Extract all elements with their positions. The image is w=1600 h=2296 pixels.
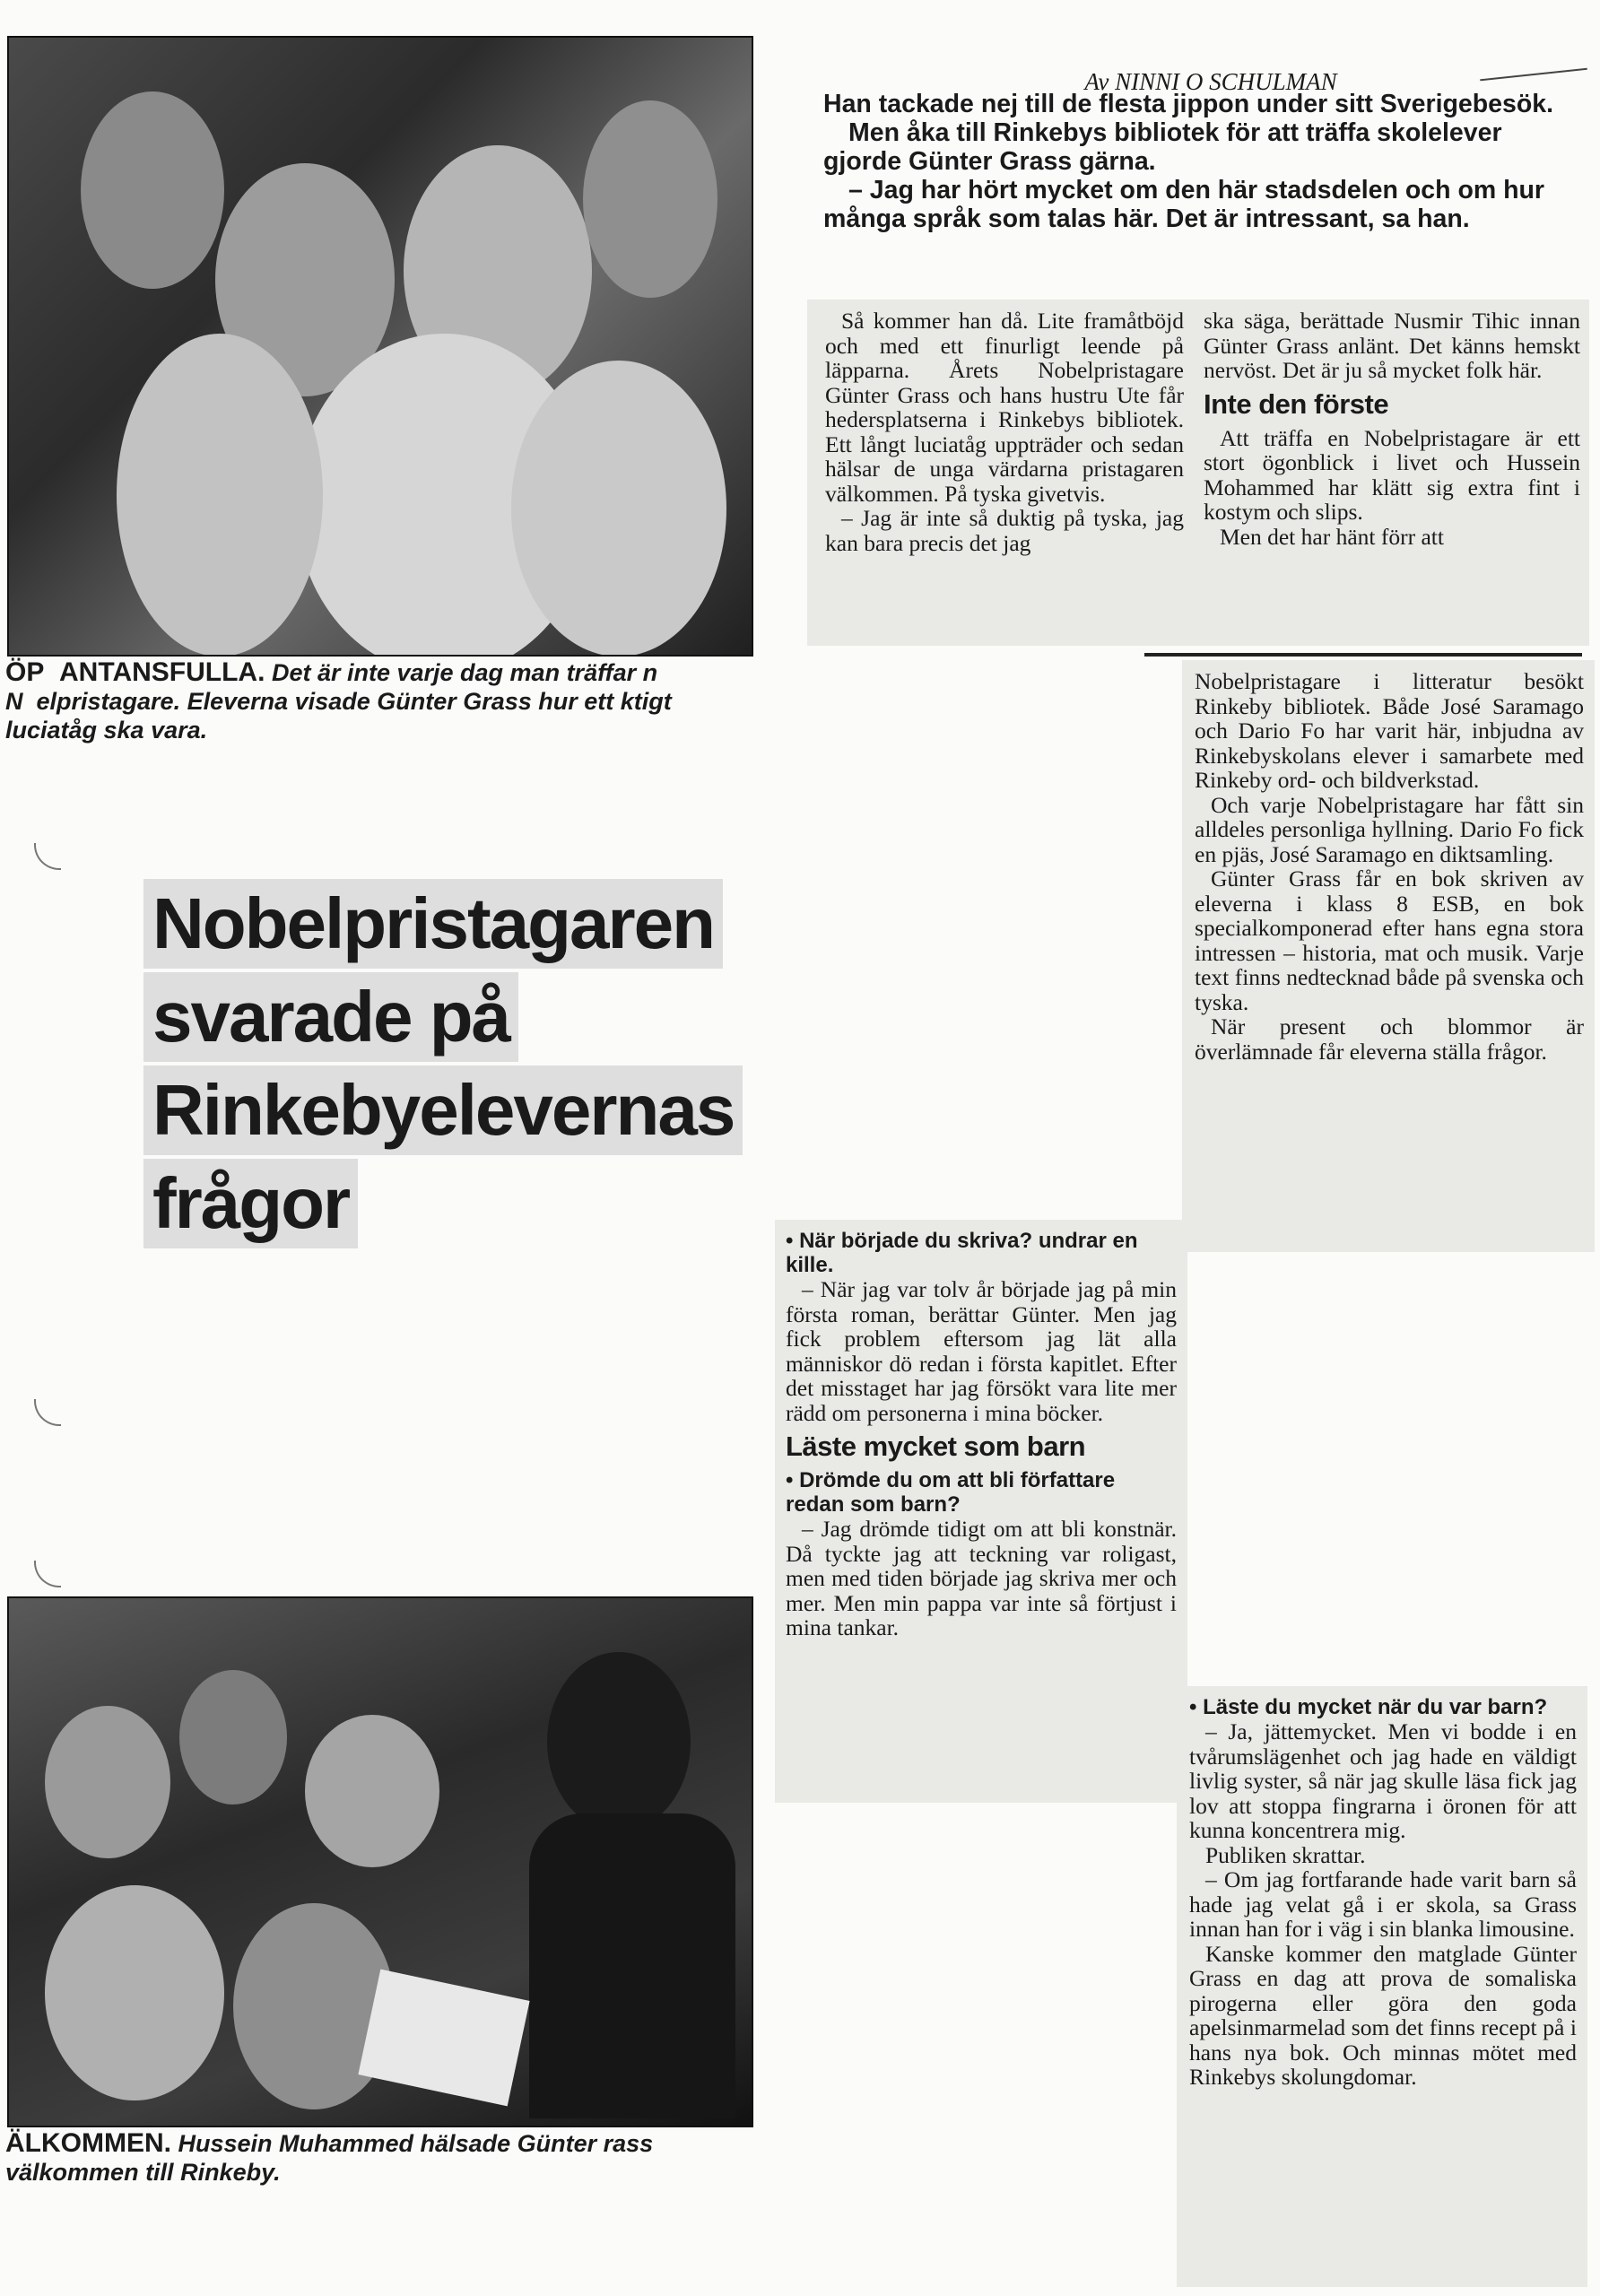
welcome-photo (7, 1596, 753, 2127)
question-when-start-writing: • När började du skriva? undrar en kille. (786, 1229, 1138, 1277)
subheading-inte-den-forste: Inte den förste (1204, 387, 1389, 420)
body-paragraph: ska säga, berättade Nusmir Tihic innan Günter Grass anlänt. Det känns hemskt nervöst. Det är ju så mycket folk här. (1204, 308, 1580, 383)
headline-line: frågor (143, 1159, 358, 1248)
body-paragraph: Och varje Nobelpristagare har fått sin alldeles personliga hyllning. Dario Fo fick en pjäs, José Saramago en diktsamling. (1195, 791, 1584, 867)
qa-column-2 (1177, 1686, 1587, 2287)
binder-hole-mark (34, 1561, 61, 1587)
qa-column-1 (775, 1220, 1187, 1803)
article-column-1 (807, 300, 1193, 646)
binder-hole-mark (34, 1399, 61, 1426)
caption-text: Hussein Muhammed hälsade Günter rass välkommen till Rinkeby. (5, 2130, 654, 2186)
body-paragraph: Günter Grass får en bok skriven av eleverna i klass 8 ESB, en bok specialkomponerad efter hans egna stora intressen – historia, mat och musik. Varje text finns nedtecknad både på svenska och tyska. (1195, 865, 1584, 1015)
byline-rule (1480, 68, 1587, 82)
intro-paragraph: Han tackade nej till de flesta jippon under sitt Sverigebesök. (823, 90, 1554, 118)
column-rule (1144, 653, 1582, 657)
headline-line: Nobelpristagaren (143, 879, 723, 969)
welcome-photo-caption (5, 2129, 750, 2187)
intro-block (823, 90, 1559, 233)
body-paragraph: När present och blommor är överlämnade får eleverna ställa frågor. (1195, 1013, 1584, 1065)
subheading-laste-mycket: Läste mycket som barn (786, 1431, 1086, 1462)
body-paragraph: Så kommer han då. Lite framåtböjd och med ett finurligt leende på läpparna. Årets Nobelpristagare Günter Grass och hans hustru Ute får hedersplatserna i Rinkebys bibliotek. Ett långt luciatåg uppträder och sedan hälsar de unga värdarna pristagaren välkommen. På tyska givetvis. (825, 308, 1184, 507)
body-paragraph: Men det har hänt förr att (1220, 523, 1444, 550)
caption-lead: ÄLKOMMEN. (5, 2128, 171, 2158)
byline: Av NINNI O SCHULMAN (1084, 68, 1337, 95)
answer-paragraph: – Om jag fortfarande hade varit barn så hade jag velat gå i er skola, sa Grass innan han for i väg i sin blanka limousine. (1189, 1866, 1577, 1942)
body-paragraph: Nobelpristagare i litteratur besökt Rinkeby bibliotek. Både José Saramago och Dario Fo har varit här, inbjudna av Rinkebyskolans elever i samarbete med Rinkeby ord- och bildverkstad. (1195, 668, 1584, 793)
intro-paragraph: – Jag har hört mycket om den här stadsdelen och om hur många språk som talas här. Det är intressant, sa han. (823, 176, 1545, 233)
answer-paragraph: Publiken skrattar. (1205, 1841, 1366, 1868)
answer-paragraph: – Ja, jättemycket. Men vi bodde i en tvårumslägenhet och jag hade en väldigt livlig syster, så när jag skulle läsa fick jag lov att stoppa fingrarna i öronen för att kunna koncentrera mig. (1189, 1718, 1577, 1843)
headline (143, 879, 789, 1252)
answer-paragraph: Kanske kommer den matglade Günter Grass en dag att prova de somaliska pirogerna eller göra den goda apelsinmarmelad som det finns recept på i hans nya bok. Och minnas mötet med Rinkebys skolungdomar. (1189, 1940, 1577, 2090)
headline-line: Rinkebyelevernas (143, 1065, 743, 1155)
headline-line: svarade på (143, 972, 518, 1062)
question-read-as-child: • Läste du mycket när du var barn? (1189, 1695, 1548, 1719)
caption-text: Det är inte varje dag man träffar n N elpristagare. Eleverna visade Günter Grass hur ett ktigt luciatåg ska vara. (5, 659, 672, 744)
answer-paragraph: – Jag drömde tidigt om att bli konstnär. Då tyckte jag att teckning var roligast, men med tiden började jag skriva mer och mer. Men min pappa var inte så förtjust i mina tankar. (786, 1516, 1177, 1640)
article-column-2 (1191, 300, 1589, 646)
answer-paragraph: – När jag var tolv år började jag på min första roman, berättar Günter. Men jag fick problem eftersom jag lät alla människor dö redan i första kapitlet. Efter det misstaget har jag försökt vara lite mer rädd om personerna i mina böcker. (786, 1276, 1177, 1426)
binder-hole-mark (34, 843, 61, 870)
lucia-photo-caption (5, 658, 750, 744)
article-column-3 (1182, 660, 1595, 1252)
caption-lead: ÖP ANTANSFULLA. (5, 657, 265, 687)
body-paragraph: Att träffa en Nobelpristagare är ett stort ögonblick i livet och Hussein Mohammed har klätt sig extra fint i kostym och slips. (1204, 424, 1580, 525)
body-paragraph: – Jag är inte så duktig på tyska, jag kan bara precis det jag (825, 505, 1184, 556)
lucia-photo (7, 36, 753, 657)
intro-paragraph: Men åka till Rinkebys bibliotek för att träffa skolelever gjorde Günter Grass gärna. (823, 118, 1502, 176)
question-dream-author: • Drömde du om att bli författare redan som barn? (786, 1468, 1116, 1517)
